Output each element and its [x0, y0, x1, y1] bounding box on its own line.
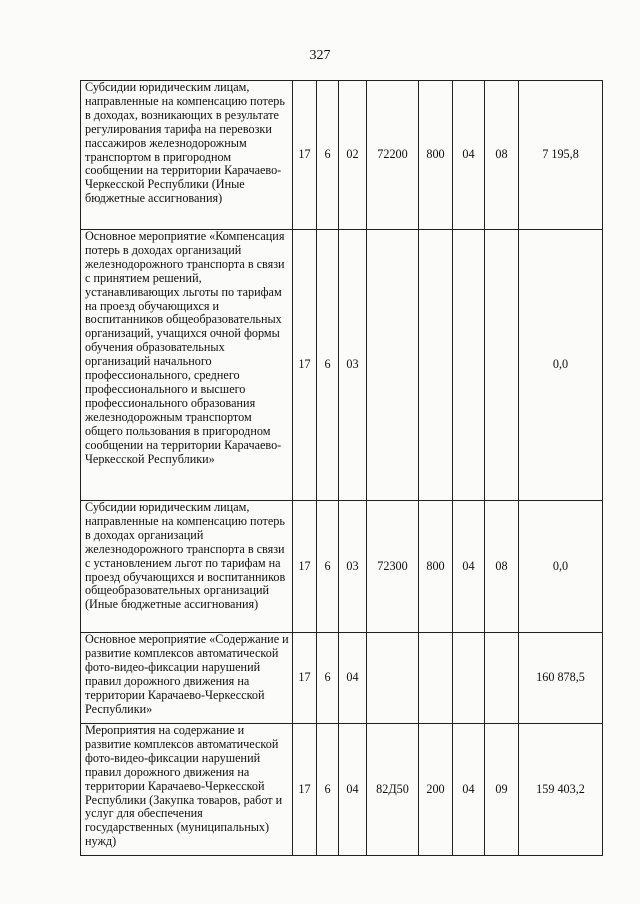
direction-code	[367, 633, 419, 724]
amount-cell: 0,0	[519, 501, 603, 633]
subprogram-code: 6	[317, 633, 339, 724]
amount-cell: 0,0	[519, 230, 603, 501]
program-code: 17	[293, 230, 317, 501]
page-number: 327	[309, 48, 331, 63]
row-description: Основное мероприятие «Содержание и развитие комплексов автоматической фото-видео-фиксации нарушений правил дорожного движения на территории Карачаево-Черкесской Республики»	[81, 633, 293, 724]
direction-code: 82Д50	[367, 724, 419, 856]
direction-code: 72300	[367, 501, 419, 633]
program-code: 17	[293, 724, 317, 856]
table-row	[81, 633, 603, 724]
subsection-code	[485, 633, 519, 724]
amount-cell: 160 878,5	[519, 633, 603, 724]
section-code: 04	[453, 501, 485, 633]
row-description: Субсидии юридическим лицам, направленные на компенсацию потерь в доходах, возникающих в результате регулирования тарифа на перевозки пассажиров железнодорожным транспортом в пригородном сообщении на территории Карачаево-Черкесской Республики (Иные бюджетные ассигнования)	[81, 81, 293, 230]
activity-code: 04	[339, 724, 367, 856]
expense-type-code	[419, 230, 453, 501]
section-code	[453, 633, 485, 724]
expense-type-code	[419, 633, 453, 724]
subprogram-code: 6	[317, 230, 339, 501]
subsection-code: 09	[485, 724, 519, 856]
amount-cell: 159 403,2	[519, 724, 603, 856]
activity-code: 03	[339, 230, 367, 501]
section-code: 04	[453, 724, 485, 856]
subprogram-code: 6	[317, 81, 339, 230]
section-code	[453, 230, 485, 501]
subprogram-code: 6	[317, 501, 339, 633]
subsection-code: 08	[485, 81, 519, 230]
activity-code: 02	[339, 81, 367, 230]
section-code: 04	[453, 81, 485, 230]
subsection-code	[485, 230, 519, 501]
row-description: Мероприятия на содержание и развитие комплексов автоматической фото-видео-фиксации нарушений правил дорожного движения на территории Карачаево-Черкесской Республики (Закупка товаров, работ и услуг для обеспечения государственных (муниципальных) нужд)	[81, 724, 293, 856]
budget-table	[80, 80, 603, 856]
subsection-code: 08	[485, 501, 519, 633]
program-code: 17	[293, 633, 317, 724]
table-row	[81, 230, 603, 501]
activity-code: 04	[339, 633, 367, 724]
expense-type-code: 200	[419, 724, 453, 856]
table-row	[81, 724, 603, 856]
row-description: Основное мероприятие «Компенсация потерь в доходах организаций железнодорожного транспорта в связи с принятием решений, устанавливающих льготы по тарифам на проезд обучающихся и воспитанников общеобразовательных организаций, учащихся очной формы обучения образовательных организаций начального профессионального, среднего профессионального и высшего профессионального образования железнодорожным транспортом общего пользования в пригородном сообщении на территории Карачаево-Черкесской Республики»	[81, 230, 293, 501]
activity-code: 03	[339, 501, 367, 633]
table-row	[81, 81, 603, 230]
expense-type-code: 800	[419, 501, 453, 633]
table-row	[81, 501, 603, 633]
row-description: Субсидии юридическим лицам, направленные на компенсацию потерь в доходах организаций железнодорожного транспорта в связи с установлением льгот по тарифам на проезд обучающихся и воспитанников общеобразовательных организаций (Иные бюджетные ассигнования)	[81, 501, 293, 633]
direction-code	[367, 230, 419, 501]
subprogram-code: 6	[317, 724, 339, 856]
amount-cell: 7 195,8	[519, 81, 603, 230]
direction-code: 72200	[367, 81, 419, 230]
program-code: 17	[293, 501, 317, 633]
program-code: 17	[293, 81, 317, 230]
expense-type-code: 800	[419, 81, 453, 230]
